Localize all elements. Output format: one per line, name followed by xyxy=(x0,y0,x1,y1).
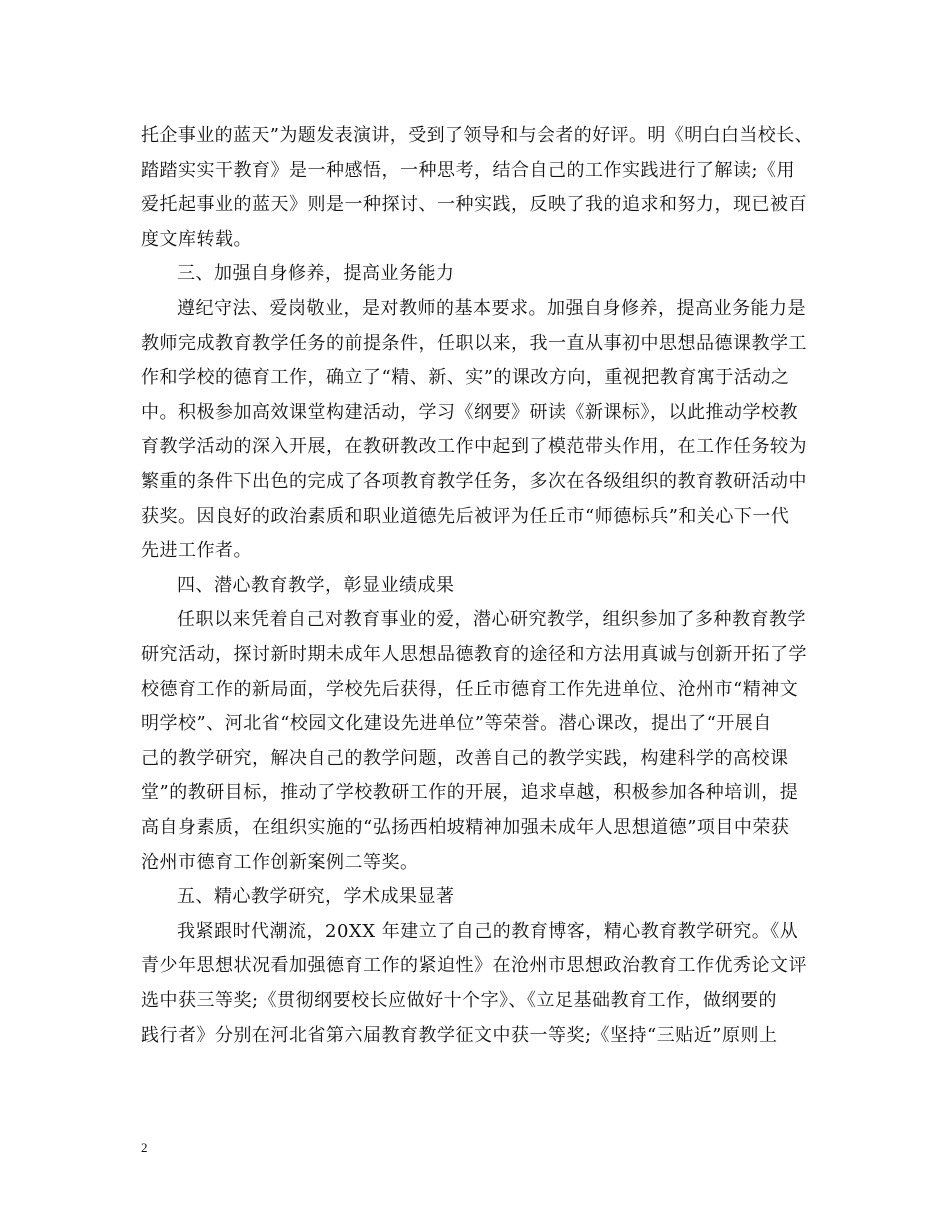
text-line: 中。积极参加高效课堂构建活动，学习《纲要》研读《新课标》，以此推动学校教 xyxy=(141,401,798,423)
text-line: 选中获三等奖;《贯彻纲要校长应做好十个字》、《立足基础教育工作，做纲要的 xyxy=(141,990,778,1011)
text-line: 爱托起事业的蓝天》则是一种探讨、一种实践，反映了我的追求和努力，现已被百 xyxy=(141,194,807,216)
text-line: 研究活动，探讨新时期未成年人思想品德教育的途径和方法用真诚与创新开拓了学 xyxy=(141,644,807,665)
text-line: 先进工作者。 xyxy=(141,540,252,562)
text-line: 高自身素质，在组织实施的“弘扬西柏坡精神加强未成年人思想道德”项目中荣获 xyxy=(141,817,790,838)
text-line: 校德育工作的新局面，学校先后获得，任丘市德育工作先进单位、沧州市“精神文 xyxy=(141,678,799,700)
text-line: 度文库转载。 xyxy=(141,228,252,250)
paragraph-first-line: 五、精心教学研究，学术成果显著 xyxy=(177,886,455,908)
text-line: 繁重的条件下出色的完成了各项教育教学任务，多次在各级组织的教育教研活动中 xyxy=(141,471,807,492)
text-line: 青少年思想状况看加强德育工作的紧迫性》在沧州市思想政治教育工作优秀论文评 xyxy=(141,955,807,977)
text-line: 践行者》分别在河北省第六届教育教学征文中获一等奖;《坚持“三贴近”原则上 xyxy=(141,1024,778,1046)
paragraph-first-line: 任职以来凭着自己对教育事业的爱，潜心研究教学，组织参加了多种教育教学 xyxy=(177,609,806,631)
paragraph-first-line: 遵纪守法、爱岗敬业，是对教师的基本要求。加强自身修养，提高业务能力是 xyxy=(177,298,806,319)
text-line: 获奖。因良好的政治素质和职业道德先后被评为任丘市“师德标兵”和关心下一代 xyxy=(141,505,790,527)
page-number: 2 xyxy=(141,1140,148,1155)
text-line: 育教学活动的深入开展，在教研教改工作中起到了模范带头作用，在工作任务较为 xyxy=(141,436,807,458)
text-line: 堂”的教研目标，推动了学校教研工作的开展，追求卓越，积极参加各种培训，提 xyxy=(141,782,799,804)
paragraph-first-line: 我紧跟时代潮流，20XX 年建立了自己的教育博客，精心教育教学研究。《从 xyxy=(177,920,799,942)
text-line: 作和学校的德育工作，确立了“精、新、实”的课改方向，重视把教育寓于活动之 xyxy=(141,367,790,389)
text-line: 踏踏实实干教育》是一种感悟，一种思考，结合自己的工作实践进行了解读;《用 xyxy=(141,159,796,181)
text-line: 托企事业的蓝天”为题发表演讲，受到了领导和与会者的好评。明《明白白当校长、 xyxy=(141,125,813,146)
text-line: 明学校”、河北省“校园文化建设先进单位”等荣誉。潜心课改，提出了“开展自 xyxy=(141,713,772,735)
text-line: 己的教学研究，解决自己的教学问题，改善自己的教学实践，构建科学的高校课 xyxy=(141,747,789,769)
text-line: 沧州市德育工作创新案例二等奖。 xyxy=(141,851,419,873)
paragraph-first-line: 三、加强自身修养，提高业务能力 xyxy=(177,263,455,285)
paragraph-first-line: 四、潜心教育教学，彰显业绩成果 xyxy=(177,574,455,596)
text-line: 教师完成教育教学任务的前提条件，任职以来，我一直从事初中思想品德课教学工 xyxy=(141,332,807,354)
